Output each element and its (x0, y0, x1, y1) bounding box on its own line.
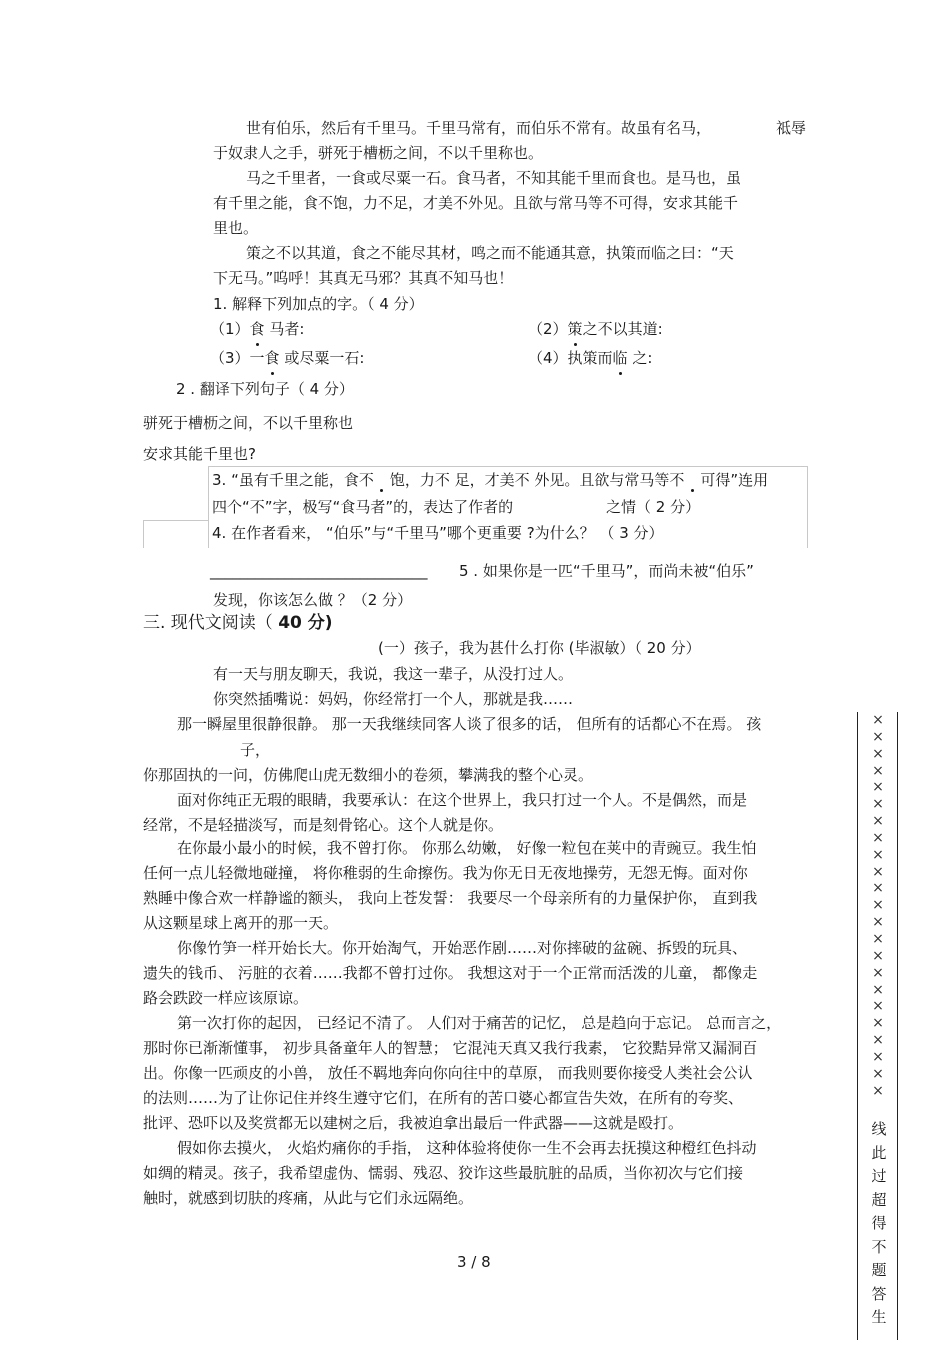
cross-mark: × (872, 880, 884, 897)
item-text: 马者: (264, 320, 305, 338)
article-line: 熟睡中像合欢一样静谧的额头， 我向上苍发誓： 我要尽一个母亲所有的力量保护你， 直到我 (143, 889, 758, 907)
q3-text: 可得”连用 (700, 471, 769, 489)
margin-char: 不 (871, 1237, 887, 1256)
cross-mark: × (872, 964, 884, 981)
question-3-line-2: 四个“不”字，极写“食马者”的，表达了作者的 (212, 498, 514, 516)
cross-mark: × (872, 829, 884, 846)
passage-line: 于奴隶人之手，骈死于槽枥之间，不以千里称也。 (213, 144, 544, 162)
cross-mark: × (872, 1048, 884, 1065)
article-line: 你那固执的一问，仿佛爬山虎无数细小的卷须，攀满我的整个心灵。 (143, 766, 594, 784)
article-line: 你突然插嘴说：妈妈，你经常打一个人，那就是我…… (213, 690, 574, 708)
cross-mark: × (872, 863, 884, 880)
article-line: 的法则……为了让你记住并终生遵守它们，在所有的苦口婆心都宣告失效，在所有的夸奖、 (143, 1089, 744, 1107)
margin-char: 线 (871, 1120, 887, 1138)
question-5-cont: 发现，你该怎么做 ？（2 分） (213, 591, 413, 609)
cross-mark: × (872, 947, 884, 964)
cross-mark: × (872, 779, 884, 796)
article-line: 那时你已渐渐懂事， 初步具备童年人的智慧； 它混沌天真又我行我素， 它狡黠异常又漏洞百 (143, 1039, 758, 1057)
question-1: 1. 解释下列加点的字。（ 4 分） (213, 295, 424, 313)
question-1-item-3 (210, 348, 364, 368)
article-title: (一）孩子，我为甚什么打你 (毕淑敏）（ 20 分） (378, 639, 701, 657)
margin-char: 答 (871, 1284, 887, 1303)
question-2: 2 . 翻译下列句子（ 4 分） (176, 380, 354, 398)
article-line: 经常，不是轻描淡写，而是刻骨铭心。这个人就是你。 (143, 816, 504, 834)
article-line: 路会跌跤一样应该原谅。 (143, 989, 309, 1007)
item-number: （2） (528, 320, 568, 338)
article-line: 那一瞬屋里很静很静。 那一天我继续同客人谈了很多的话， 但所有的话都心不在焉。 孩 (177, 715, 762, 733)
question-1-item-1 (210, 319, 304, 339)
cross-mark: × (872, 1065, 884, 1082)
dotted-char: 临 (612, 349, 628, 367)
article-line: 触时，就感到切肤的疼痛，从此与它们永远隔绝。 (143, 1189, 474, 1207)
section-score: 40 分) (278, 613, 333, 633)
article-line: 面对你纯正无瑕的眼睛，我要承认：在这个世界上，我只打过一个人。不是偶然，而是 (177, 791, 748, 809)
cross-mark: × (872, 846, 884, 863)
cross-mark: × (872, 762, 884, 779)
margin-char: 此 (871, 1143, 887, 1162)
translate-sentence-1: 骈死于槽枥之间，不以千里称也 (143, 414, 354, 432)
item-text: 或尽粟一石: (279, 349, 365, 367)
passage-line: 下无马。”呜呼！其真无马邪？其真不知马也！ (213, 269, 514, 287)
item-number: （3）一 (210, 349, 265, 367)
cross-mark: × (872, 813, 884, 830)
cross-mark: × (872, 981, 884, 998)
item-number: （4）执策而 (528, 349, 613, 367)
frame-top-line (208, 466, 808, 467)
passage-line: 策之不以其道，食之不能尽其材，鸣之而不能通其意，执策而临之曰：“天 (246, 244, 734, 262)
question-3-line-1 (212, 470, 768, 490)
cross-mark: × (872, 712, 884, 728)
article-line: 第一次打你的起因， 已经记不清了。 人们对于痛苦的记忆， 总是趋向于忘记。 总而言之， (177, 1014, 782, 1032)
item-number: （1） (210, 320, 250, 338)
article-line: 任何一点儿轻微地碰撞， 将你稚弱的生命擦伤。我为你无日无夜地操劳，无怨无悔。面对你 (143, 864, 748, 882)
frame-left-line (208, 466, 209, 548)
page-number: 3 / 8 (457, 1253, 491, 1271)
cross-mark: × (872, 1082, 884, 1099)
article-line: 子， (240, 741, 271, 759)
cross-mark: × (872, 728, 884, 745)
margin-char: 得 (871, 1214, 887, 1232)
article-line: 有一天与朋友聊天，我说，我这一辈子，从没打过人。 (213, 665, 574, 683)
article-line: 如绸的精灵。孩子，我希望虚伪、懦弱、残忍、狡诈这些最肮脏的品质，当你初次与它们接 (143, 1164, 744, 1182)
answer-blank: _____________________________ (210, 562, 428, 580)
item-text: 之不以其道: (582, 320, 663, 338)
article-line: 从这颗星球上离开的那一天。 (143, 914, 339, 932)
cross-mark: × (872, 1032, 884, 1049)
question-4: 4. 在作者看来， “伯乐”与“千里马”哪个更重要 ?为什么？ （ 3 分） (212, 524, 664, 542)
margin-char: 题 (871, 1261, 887, 1279)
cross-mark: × (872, 897, 884, 914)
question-3-line-2-end: 之情（ 2 分） (606, 498, 701, 516)
section-heading (143, 612, 333, 634)
article-line: 遗失的钱币、 污脏的衣着……我都不曾打过你。 我想这对于一个正常而活泼的儿童， 都像走 (143, 964, 758, 982)
article-line: 在你最小最小的时候，我不曾打你。 你那么幼嫩， 好像一粒包在荚中的青豌豆。我生怕 (177, 839, 757, 857)
question-5: 5 . 如果你是一匹“千里马”，而尚未被“伯乐” (459, 562, 754, 580)
q3-text: 饱，力不 足，才美不 外见。且欲与常马等不 (389, 471, 685, 489)
margin-char: 生 (871, 1308, 887, 1326)
article-line: 你像竹笋一样开始长大。你开始淘气，开始恶作剧……对你摔破的盆碗、拆毁的玩具、 (177, 939, 748, 957)
passage-line: 里也。 (213, 219, 259, 237)
frame-right-line (807, 466, 808, 548)
binding-line-right (897, 712, 898, 1340)
article-line: 出。你像一匹顽皮的小兽， 放任不羁地奔向你向往中的草原， 而我则要你接受人类社会公认 (143, 1064, 753, 1082)
passage-line: 有千里之能，食不饱，力不足，才美不外见。且欲与常马等不可得，安求其能千 (213, 194, 739, 212)
passage-line: 世有伯乐，然后有千里马。千里马常有，而伯乐不常有。故虽有名马， (246, 119, 712, 137)
passage-line: 马之千里者，一食或尽粟一石。食马者，不知其能千里而食也。是马也，虽 (246, 169, 742, 187)
margin-char: 超 (871, 1190, 887, 1209)
dotted-char: 食 (264, 349, 280, 367)
article-line: 批评、恐吓以及奖赏都无以建树之后，我被迫拿出最后一件武器——这就是殴打。 (143, 1114, 684, 1132)
passage-line: 祗辱 (776, 119, 807, 137)
cross-mark: × (872, 914, 884, 931)
frame-small-line (143, 520, 209, 521)
item-text: 之: (627, 349, 653, 367)
section-label: 三. 现代文阅读（ (143, 613, 279, 633)
cross-marks (866, 712, 890, 1099)
article-line: 假如你去摸火， 火焰灼痛你的手指， 这种体验将使你一生不会再去抚摸这种橙红色抖动 (177, 1139, 757, 1157)
dotted-char: 食 (249, 320, 265, 338)
cross-mark: × (872, 745, 884, 762)
cross-mark: × (872, 998, 884, 1015)
question-1-item-2 (528, 319, 663, 339)
q3-text: 3. “虽有千里之能，食不 (212, 471, 374, 489)
cross-mark: × (872, 796, 884, 813)
translate-sentence-2: 安求其能千里也? (143, 445, 256, 463)
margin-char: 过 (871, 1167, 887, 1185)
frame-small-left (143, 520, 144, 548)
binding-line-left (857, 712, 858, 1340)
cross-mark: × (872, 930, 884, 947)
cross-mark: × (872, 1015, 884, 1032)
dotted-char: 策 (567, 320, 583, 338)
question-1-item-4 (528, 348, 652, 368)
